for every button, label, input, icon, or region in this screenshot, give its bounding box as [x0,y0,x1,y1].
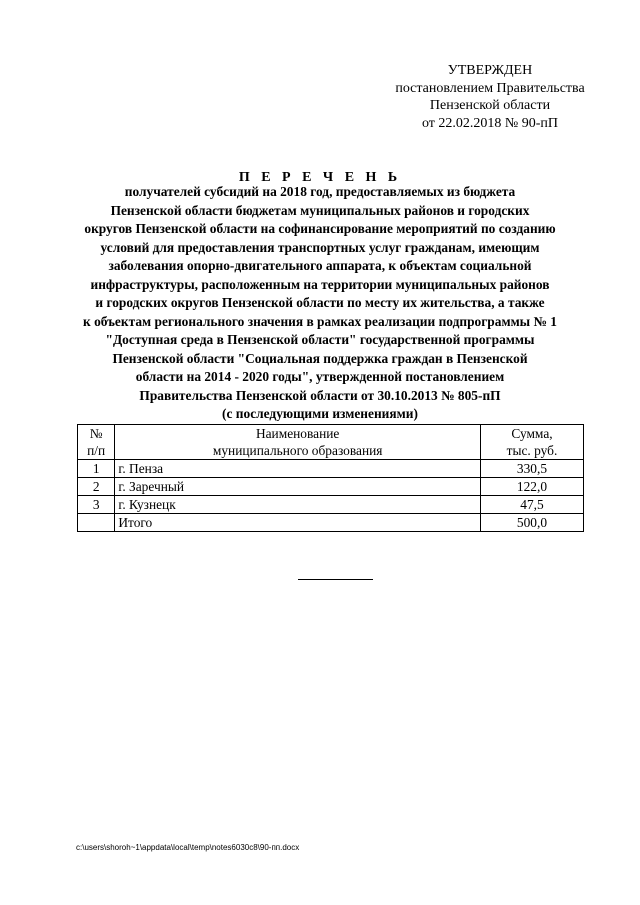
table-row [78,496,584,514]
subtitle-line: к объектам регионального значения в рамках реализации подпрограммы № 1 [83,313,557,329]
approval-line: Пензенской области [429,98,551,113]
total-number-cell [78,514,115,532]
header-name-line: Наименование [255,426,340,441]
row-name: г. Заречный [115,478,481,496]
header-number-line: № [89,426,103,441]
subtitle-line: Пензенской области "Социальная поддержка граждан в Пензенской [112,350,528,366]
header-sum [480,425,583,460]
subtitle-line: заболевания опорно-двигательного аппарата, к объектам социальной [108,258,532,273]
row-number: 2 [78,478,115,496]
approval-stamp [360,62,620,132]
header-sum-line: тыс. руб. [506,443,558,458]
separator-line [298,579,373,580]
header-number [78,425,115,460]
header-sum-line: Сумма, [511,426,553,441]
document-subtitle [40,183,600,424]
header-name [115,425,481,460]
subtitle-line: получателей субсидий на 2018 год, предоставляемых из бюджета [124,184,516,199]
table-total-row [78,514,584,532]
subtitle-line: Пензенской области бюджетам муниципальных районов и городских [110,202,530,218]
table-row [78,478,584,496]
row-number: 1 [78,460,115,478]
row-sum: 47,5 [480,496,583,514]
table-header-row [78,425,584,460]
row-number: 3 [78,496,115,514]
row-name: г. Кузнецк [115,496,481,514]
header-name-line: муниципального образования [212,443,383,458]
row-sum: 122,0 [480,478,583,496]
subtitle-line: инфраструктуры, расположенным на территории муниципальных районов [90,276,550,292]
recipients-table [77,424,584,532]
approval-line: УТВЕРЖДЕН [447,63,533,78]
subtitle-line: округов Пензенской области на софинансирование мероприятий по созданию [84,221,556,236]
subtitle-line: области на 2014 - 2020 годы", утвержденной постановлением [135,369,505,384]
total-label: Итого [115,514,481,532]
document-title: П Е Р Е Ч Е Н Ь [238,170,402,185]
table-row [78,460,584,478]
subtitle-line: "Доступная среда в Пензенской области" государственной программы [105,332,535,347]
subtitle-line: и городских округов Пензенской области по месту их жительства, а также [95,295,545,310]
file-path: c:\users\shoroh~1\appdata\local\temp\notes6030c8\90-пп.docx [76,843,300,852]
approval-line: от 22.02.2018 № 90-пП [421,115,559,131]
subtitle-line: Правительства Пензенской области от 30.10.2013 № 805-пП [139,387,501,403]
row-name: г. Пенза [115,460,481,478]
subtitle-line: условий для предоставления транспортных услуг гражданам, имеющим [100,239,540,255]
total-sum: 500,0 [480,514,583,532]
header-number-line: п/п [87,443,106,458]
row-sum: 330,5 [480,460,583,478]
subtitle-line: (с последующими изменениями) [222,406,418,421]
approval-line: постановлением Правительства [395,80,585,96]
